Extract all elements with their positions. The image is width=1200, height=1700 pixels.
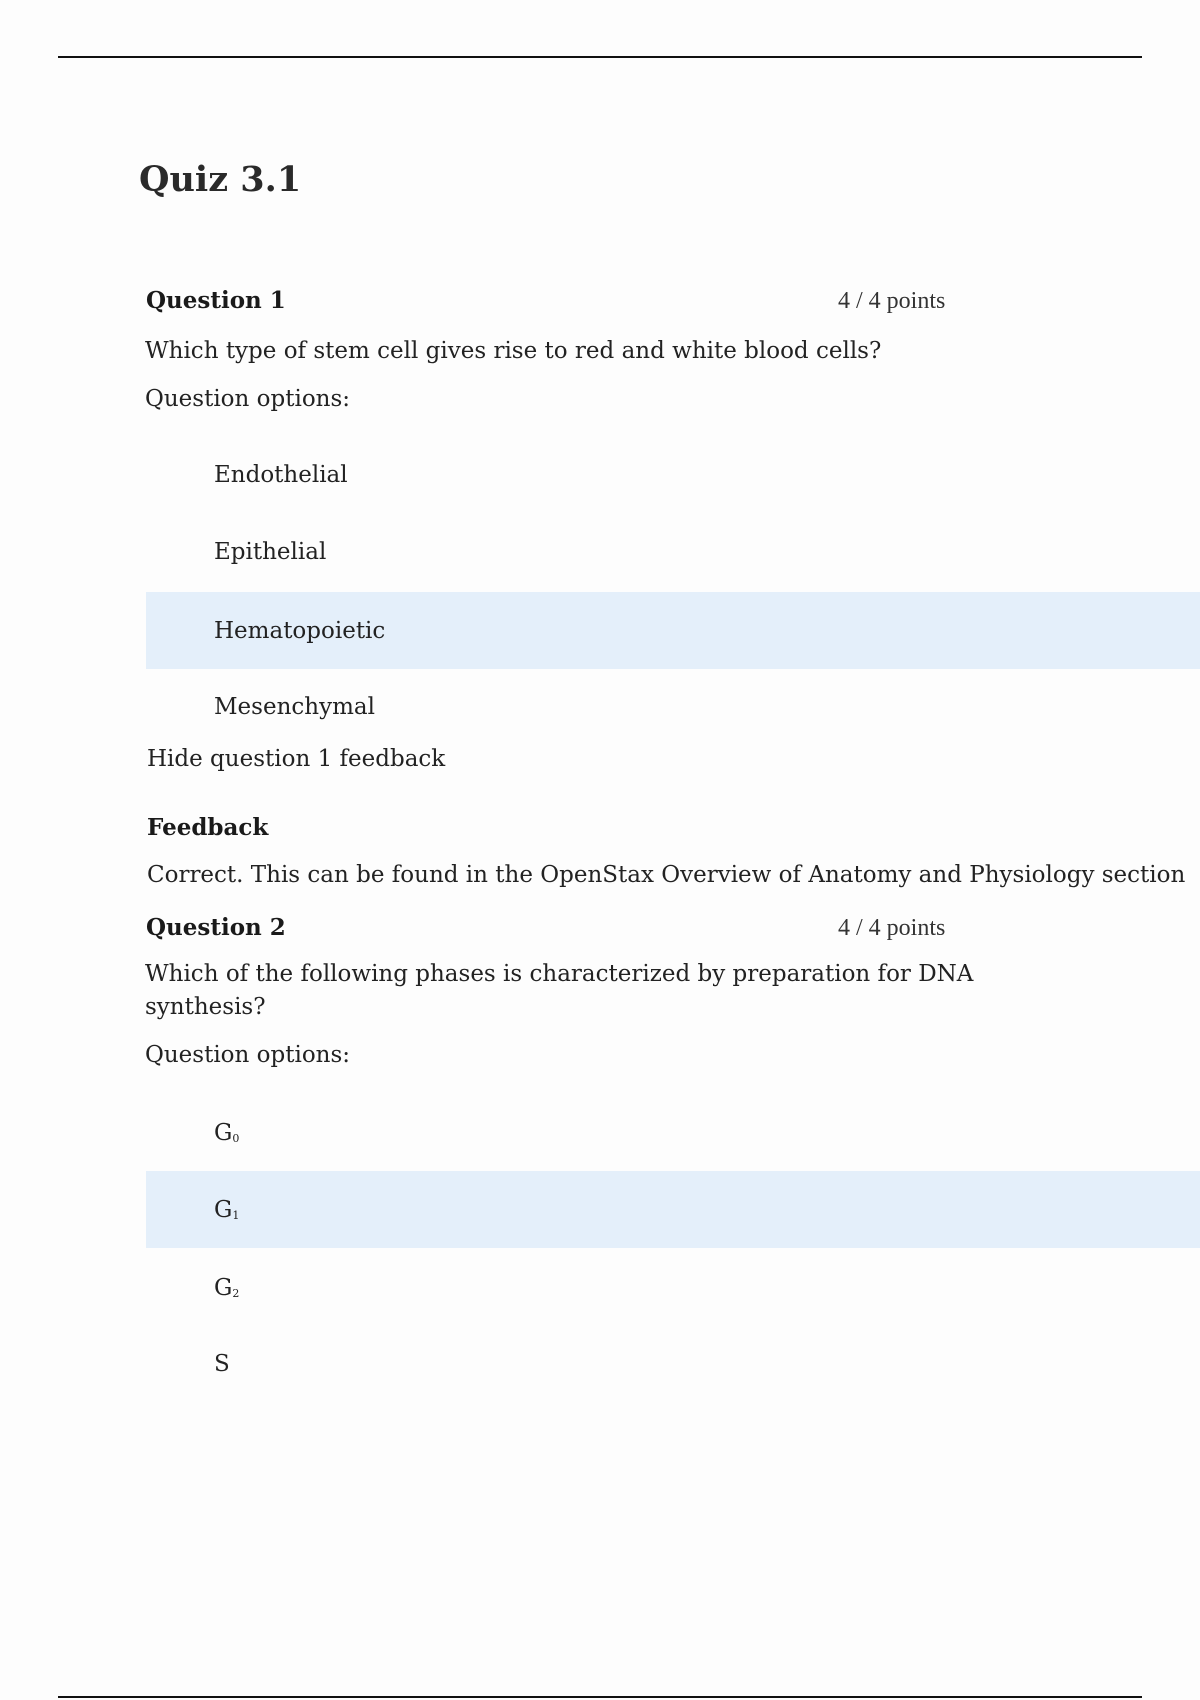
question-2-option-g0[interactable]	[146, 1094, 1200, 1171]
option-label: Endothelial	[214, 461, 348, 488]
question-1-option-hematopoietic[interactable]	[146, 592, 1200, 669]
phase-letter: G	[214, 1196, 233, 1223]
phase-subscript: 1	[232, 1208, 240, 1222]
phase-letter: G	[214, 1119, 233, 1146]
question-1-options-label: Question options:	[145, 386, 351, 412]
question-2-points: 4 / 4 points	[838, 915, 946, 941]
question-2-options-label: Question options:	[145, 1042, 351, 1068]
phase-letter: S	[214, 1350, 230, 1377]
hide-feedback-link[interactable]: Hide question 1 feedback	[147, 746, 446, 772]
question-2-text: Which of the following phases is characterized by preparation for DNA synthesis?	[145, 961, 974, 1020]
question-2-option-g1[interactable]	[146, 1171, 1200, 1248]
question-2-option-s[interactable]	[146, 1325, 1200, 1402]
option-label	[214, 1197, 239, 1223]
question-1-heading: Question 1	[146, 287, 286, 314]
question-1-option-mesenchymal[interactable]	[146, 668, 1200, 745]
option-label	[214, 1120, 239, 1146]
feedback-text: Correct. This can be found in the OpenStax Overview of Anatomy and Physiology section	[147, 862, 1186, 888]
question-1-points: 4 / 4 points	[838, 288, 946, 314]
question-2-option-g2[interactable]	[146, 1249, 1200, 1326]
quiz-title: Quiz 3.1	[139, 159, 302, 200]
option-label: Hematopoietic	[214, 617, 386, 644]
feedback-heading: Feedback	[147, 814, 269, 841]
question-2-heading: Question 2	[146, 914, 286, 941]
option-label: Mesenchymal	[214, 693, 375, 720]
option-label	[214, 1275, 239, 1301]
phase-subscript: 2	[232, 1286, 240, 1300]
phase-subscript: 0	[232, 1131, 240, 1145]
option-label	[214, 1351, 230, 1377]
question-1-option-epithelial[interactable]	[146, 513, 1200, 590]
bottom-rule	[58, 1696, 1142, 1698]
phase-letter: G	[214, 1274, 233, 1301]
top-rule	[58, 56, 1142, 58]
option-label: Epithelial	[214, 538, 327, 565]
question-1-option-endothelial[interactable]	[146, 436, 1200, 513]
question-1-text: Which type of stem cell gives rise to red and white blood cells?	[145, 338, 882, 364]
